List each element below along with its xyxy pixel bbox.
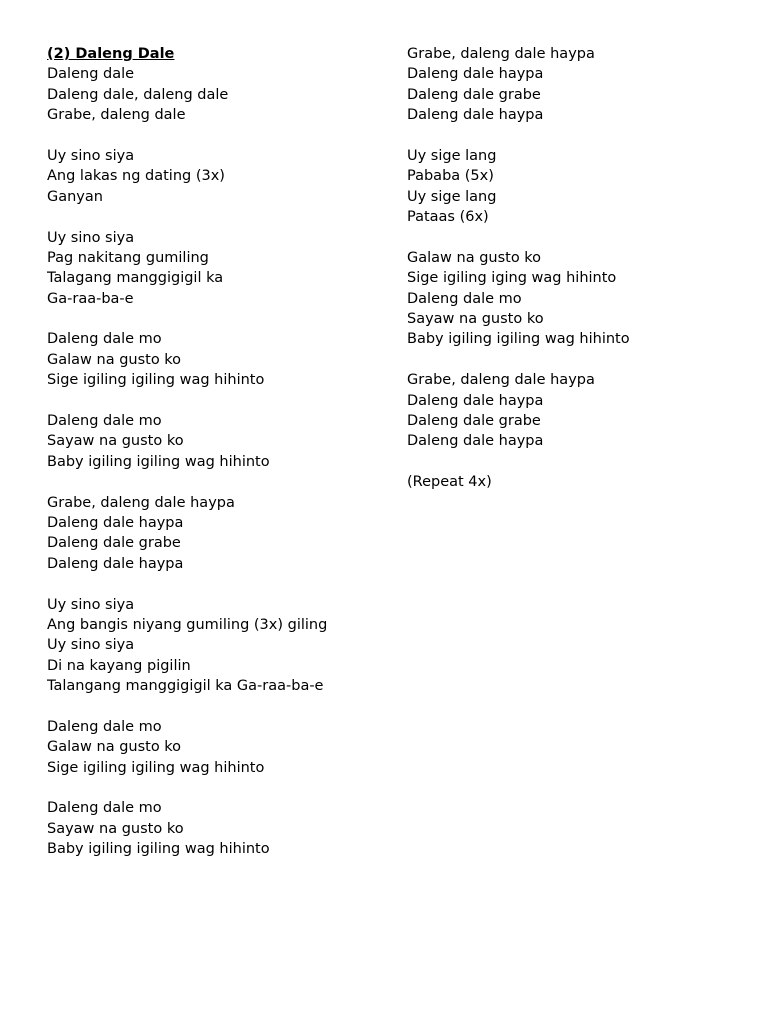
lyric-line: Daleng dale mo <box>47 331 162 348</box>
lyric-line: Grabe, daleng dale haypa <box>407 46 595 62</box>
lyric-line: Ang bangis niyang gumiling (3x) giling <box>47 616 328 633</box>
lyric-line: Daleng dale haypa <box>47 555 184 572</box>
lyric-line: Talangang manggigigil ka Ga-raa-ba-e <box>47 678 324 695</box>
lyric-stanza <box>47 595 387 697</box>
lyric-line: Pababa (5x) <box>407 168 494 185</box>
lyric-stanza <box>47 493 387 575</box>
lyric-line: Sayaw na gusto ko <box>47 433 184 450</box>
lyric-line: Daleng dale mo <box>407 290 522 307</box>
lyric-line: Ang lakas ng dating (3x) <box>47 168 225 185</box>
lyric-line: Uy sino siya <box>47 147 135 164</box>
lyric-line: Daleng dale grabe <box>407 413 541 430</box>
lyric-line: Grabe, daleng dale <box>47 107 186 124</box>
lyric-line: Sayaw na gusto ko <box>47 820 184 837</box>
lyric-line: Daleng dale <box>47 66 135 83</box>
lyric-line: Uy sino siya <box>47 596 135 613</box>
right-column <box>407 44 747 493</box>
lyric-line: Daleng dale mo <box>47 413 162 430</box>
lyric-line: Baby igiling igiling wag hihinto <box>47 841 270 858</box>
lyric-line: Daleng dale grabe <box>407 86 541 103</box>
lyric-line: Uy sige lang <box>407 188 497 205</box>
lyric-line: Daleng dale mo <box>47 718 162 735</box>
lyric-line: Uy sino siya <box>47 229 135 246</box>
lyric-line: Di na kayang pigilin <box>47 657 191 674</box>
lyric-stanza <box>407 472 747 492</box>
lyric-line: Baby igiling igiling wag hihinto <box>47 453 270 470</box>
lyric-line: Sige igiling iging wag hihinto <box>407 270 617 287</box>
lyric-stanza <box>47 228 387 310</box>
lyric-line: Talagang manggigigil ka <box>47 270 224 287</box>
lyric-line: Daleng dale haypa <box>407 392 544 409</box>
lyric-line: Ganyan <box>47 188 103 205</box>
lyric-stanza <box>47 329 387 390</box>
lyric-stanza <box>407 248 747 350</box>
right-stanzas <box>407 44 747 493</box>
lyric-stanza <box>47 64 387 125</box>
lyric-line: Galaw na gusto ko <box>47 351 182 368</box>
lyric-line: Daleng dale haypa <box>407 433 544 450</box>
left-column <box>47 44 387 860</box>
lyric-stanza <box>407 44 747 126</box>
lyric-line: Uy sige lang <box>407 147 497 164</box>
lyric-line: Daleng dale haypa <box>407 107 544 124</box>
lyric-line: Baby igiling igiling wag hihinto <box>407 331 630 348</box>
lyric-line: Sayaw na gusto ko <box>407 311 544 328</box>
song-title: (2) Daleng Dale <box>47 46 175 62</box>
lyric-line: Grabe, daleng dale haypa <box>47 494 235 511</box>
lyric-line: Galaw na gusto ko <box>47 739 182 756</box>
lyric-stanza <box>407 146 747 228</box>
lyric-stanza <box>47 798 387 859</box>
lyric-line: Pag nakitang gumiling <box>47 249 209 266</box>
lyric-line: Sige igiling igiling wag hihinto <box>47 759 265 776</box>
lyric-line: Ga-raa-ba-e <box>47 290 134 307</box>
lyric-line: Daleng dale grabe <box>47 535 181 552</box>
lyric-line: Uy sino siya <box>47 637 135 654</box>
lyric-line: Daleng dale haypa <box>407 66 544 83</box>
lyric-stanza <box>407 370 747 452</box>
lyric-line: Sige igiling igiling wag hihinto <box>47 372 265 389</box>
lyric-stanza <box>47 411 387 472</box>
lyric-line: Daleng dale haypa <box>47 514 184 531</box>
lyric-line: Galaw na gusto ko <box>407 249 542 266</box>
lyric-line: Daleng dale mo <box>47 800 162 817</box>
lyric-stanza <box>47 717 387 778</box>
lyric-line: Grabe, daleng dale haypa <box>407 372 595 389</box>
left-stanzas <box>47 64 387 859</box>
lyric-line: Daleng dale, daleng dale <box>47 86 229 103</box>
lyric-line: (Repeat 4x) <box>407 474 492 491</box>
lyric-stanza <box>47 146 387 207</box>
lyric-line: Pataas (6x) <box>407 209 489 226</box>
